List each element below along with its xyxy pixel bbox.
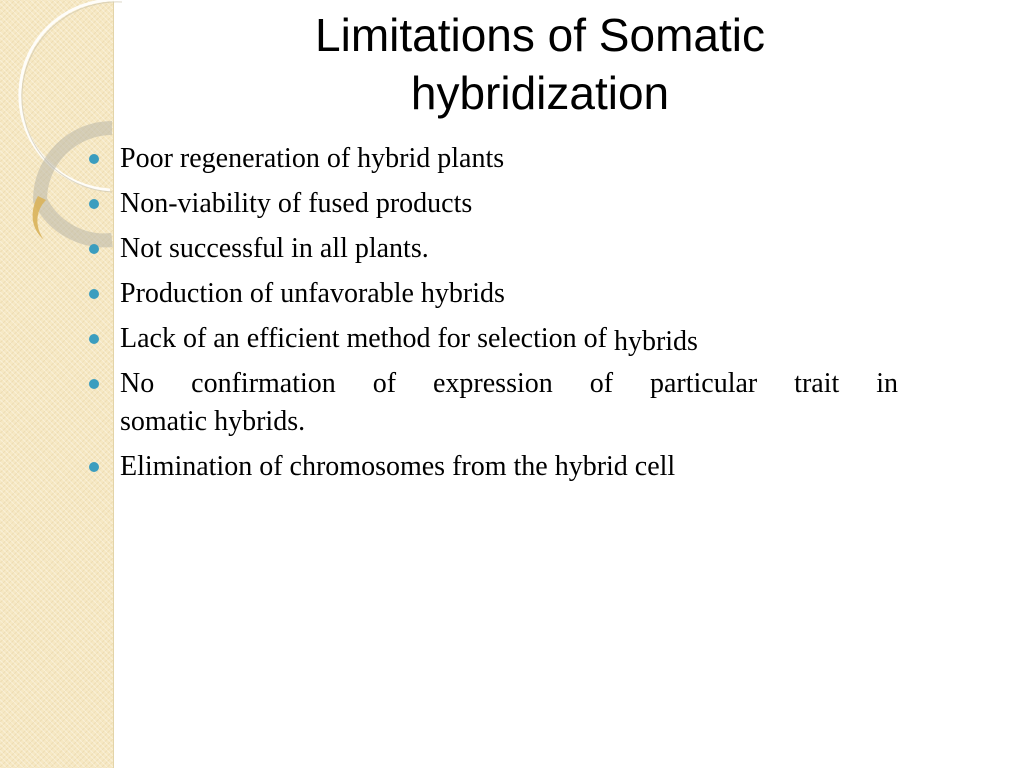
bullet-text: Elimination of chromosomes from the hybrid cell	[120, 451, 676, 482]
slide-title	[120, 6, 960, 122]
bullet-item	[86, 365, 898, 441]
bullet-dot-icon	[89, 462, 99, 472]
bullet-dot-icon	[89, 289, 99, 299]
bullet-dot-icon	[89, 334, 99, 344]
bullet-text: Not successful in all plants.	[120, 233, 429, 264]
bullet-text-tail: hybrids	[613, 326, 698, 357]
bullet-text: Lack of an efficient method for selection of	[120, 323, 607, 354]
bullet-text: No confirmation of expression of particular trait in	[120, 368, 898, 399]
bullet-dot-icon	[89, 244, 99, 254]
bullet-item	[86, 140, 898, 178]
bullet-dot-icon	[89, 154, 99, 164]
bullet-dot-icon	[89, 379, 99, 389]
bullet-text: Production of unfavorable hybrids	[120, 278, 505, 309]
bullet-item	[86, 320, 898, 358]
bullet-item	[86, 448, 898, 486]
bullet-text: Non-viability of fused products	[120, 188, 473, 219]
bullet-text-continued: somatic hybrids.	[120, 406, 306, 437]
slide-title-line2: hybridization	[410, 67, 670, 119]
bullet-item	[86, 230, 898, 268]
slide-title-line1: Limitations of Somatic	[315, 9, 765, 61]
bullet-item	[86, 185, 898, 223]
bullet-text: Poor regeneration of hybrid plants	[120, 143, 505, 174]
bullet-dot-icon	[89, 199, 99, 209]
bullet-list	[86, 140, 898, 493]
bullet-item	[86, 275, 898, 313]
